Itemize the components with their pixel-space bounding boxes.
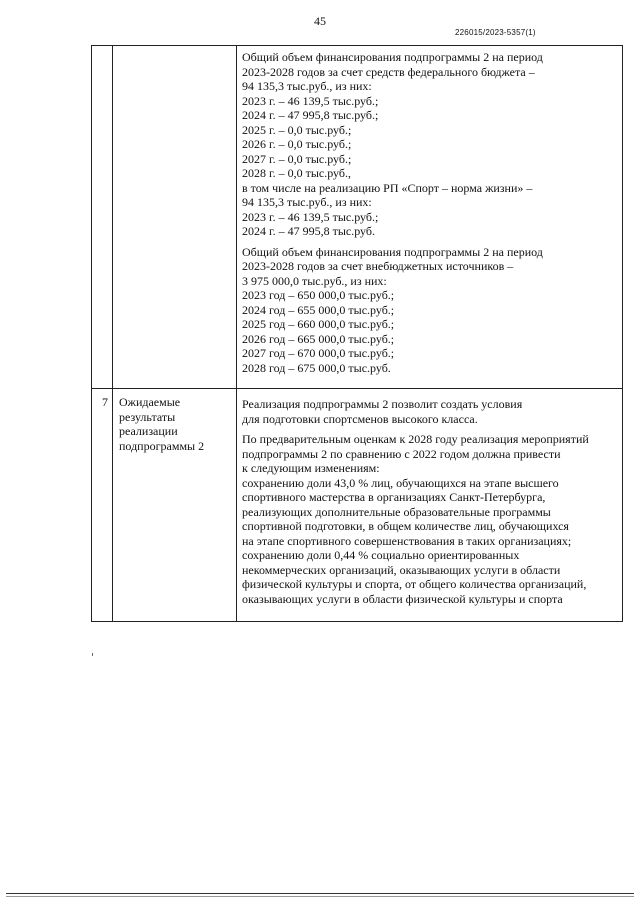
text-line: Реализация подпрограммы 2 позволит создать условия <box>242 397 523 411</box>
label-line: реализации <box>119 424 178 438</box>
text-line: Общий объем финансирования подпрограммы 2 на период <box>242 50 543 64</box>
text-line: физической культуры и спорта, от общего количества организаций, <box>242 577 587 591</box>
text-line: 2023 г. – 46 139,5 тыс.руб.; <box>242 209 379 224</box>
page-number: 45 <box>314 14 326 28</box>
text-line: 2025 год – 660 000,0 тыс.руб.; <box>242 317 395 331</box>
program-table <box>91 45 623 622</box>
text-line: 2024 г. – 47 995,8 тыс.руб.; <box>242 108 379 122</box>
text-line: в том числе на реализацию РП «Спорт – норма жизни» – <box>242 180 533 195</box>
text-line: реализующих дополнительные образовательные программы <box>242 504 551 519</box>
text-line: 3 975 000,0 тыс.руб., из них: <box>242 273 387 288</box>
row-label <box>119 395 204 453</box>
text-line: оказывающих услуги в области физической культуры и спорта <box>242 591 563 606</box>
text-line: 2024 год – 655 000,0 тыс.руб.; <box>242 302 395 317</box>
text-line: 2023 г. – 46 139,5 тыс.руб.; <box>242 93 379 108</box>
label-line: подпрограммы 2 <box>119 438 205 453</box>
text-line: 2025 г. – 0,0 тыс.руб.; <box>242 122 352 137</box>
text-line: 2026 год – 665 000,0 тыс.руб.; <box>242 331 395 346</box>
text-line: 2027 год – 670 000,0 тыс.руб.; <box>242 346 395 360</box>
text-line: некоммерческих организаций, оказывающих услуги в области <box>242 562 561 577</box>
row-divider <box>92 388 622 389</box>
label-line: Ожидаемые <box>119 395 181 409</box>
column-divider-2 <box>236 46 237 621</box>
scan-edge-line <box>6 893 634 894</box>
text-line: к следующим изменениям: <box>242 461 380 475</box>
label-line: результаты <box>119 409 176 424</box>
document-id: 226015/2023-5357(1) <box>455 28 536 37</box>
text-line: сохранению доли 0,44 % социально ориентированных <box>242 548 520 562</box>
row-number: 7 <box>102 395 108 409</box>
results-cell <box>242 397 589 606</box>
financing-cell <box>242 50 543 375</box>
text-line: 2028 год – 675 000,0 тыс.руб. <box>242 360 391 375</box>
scan-edge-line <box>6 896 634 897</box>
column-divider-1 <box>112 46 113 621</box>
text-line: на этапе спортивного совершенствования в таких организациях; <box>242 533 572 548</box>
scan-speck <box>92 653 93 656</box>
text-line: спортивного мастерства в организациях Санкт-Петербурга, <box>242 490 546 504</box>
text-line: Общий объем финансирования подпрограммы 2 на период <box>242 244 543 259</box>
text-line: 2024 г. – 47 995,8 тыс.руб. <box>242 224 375 238</box>
text-line: сохранению доли 43,0 % лиц, обучающихся на этапе высшего <box>242 475 559 490</box>
text-line: 2026 г. – 0,0 тыс.руб.; <box>242 137 352 151</box>
text-line: 2028 г. – 0,0 тыс.руб., <box>242 166 351 180</box>
text-line: 2023 год – 650 000,0 тыс.руб.; <box>242 288 395 302</box>
text-line: 2027 г. – 0,0 тыс.руб.; <box>242 151 352 166</box>
text-line: 2023-2028 годов за счет средств федерального бюджета – <box>242 64 535 79</box>
text-line: 94 135,3 тыс.руб., из них: <box>242 79 372 93</box>
text-line: спортивной подготовки, в общем количестве лиц, обучающихся <box>242 519 569 533</box>
text-line: 2023-2028 годов за счет внебюджетных источников – <box>242 259 514 273</box>
text-line: подпрограммы 2 по сравнению с 2022 годом должна привести <box>242 446 561 461</box>
text-line: По предварительным оценкам к 2028 году реализация мероприятий <box>242 432 589 446</box>
text-line: 94 135,3 тыс.руб., из них: <box>242 195 372 209</box>
text-line: для подготовки спортсменов высокого класса. <box>242 411 478 426</box>
